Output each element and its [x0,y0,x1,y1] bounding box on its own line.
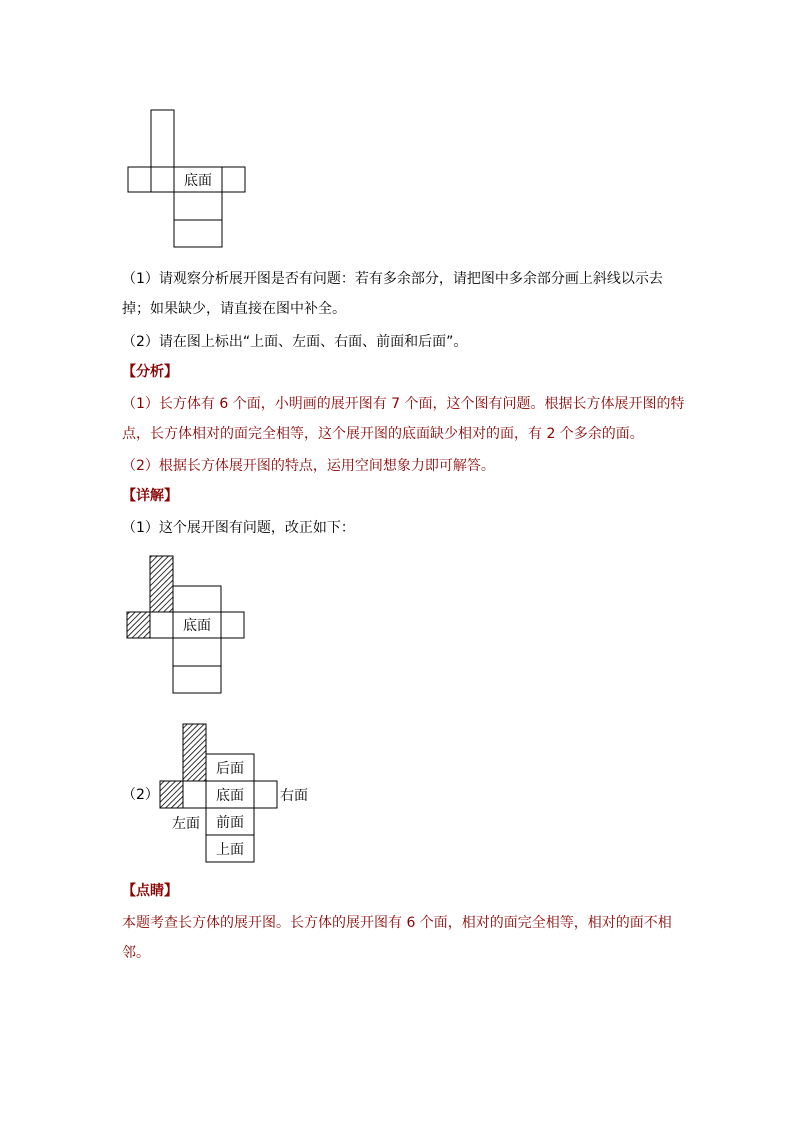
right-face-label: 右面 [280,788,308,804]
net-face-removed [183,724,206,781]
figure3-prefix: （2） [122,787,159,803]
net-face [150,612,173,638]
front-face-label: 前面 [216,815,244,831]
net-face-added [173,586,221,612]
comment-heading: 【点睛】 [122,883,178,899]
net-face [173,638,221,666]
net-face [151,167,174,192]
net-figure-corrected [127,556,244,693]
net-face-left [183,781,206,808]
net-face [222,167,245,192]
bottom-face-label: 底面 [184,173,212,189]
analysis-1-line-1: （1）长方体有 6 个面，小明画的展开图有 7 个面，这个图有问题。根据长方体展开图的特 [122,396,685,412]
question-1-line-2: 掉；如果缺少，请直接在图中补全。 [122,301,346,317]
question-2: （2）请在图上标出“上面、左面、右面、前面和后面”。 [122,334,468,350]
net-face [128,167,151,192]
comment-line-1: 本题考查长方体的展开图。长方体的展开图有 6 个面，相对的面完全相等，相对的面不相 [122,915,672,931]
top-face-label: 上面 [216,842,244,858]
analysis-heading: 【分析】 [122,364,178,380]
net-figure-original [128,110,245,247]
net-face [174,192,222,220]
bottom-face-label: 底面 [216,788,244,804]
net-face [174,220,222,247]
net-face-removed [160,781,183,808]
detail-heading: 【详解】 [122,488,178,504]
analysis-1-line-2: 点，长方体相对的面完全相等，这个展开图的底面缺少相对的面，有 2 个多余的面。 [122,426,644,442]
left-face-label: 左面 [172,816,200,832]
net-face-tall [151,110,174,167]
net-face [173,666,221,693]
net-face [221,612,244,638]
net-face-right [254,781,277,808]
analysis-2: （2）根据长方体展开图的特点，运用空间想象力即可解答。 [122,458,495,474]
comment-line-2: 邻。 [122,945,150,961]
net-face-removed [150,556,173,612]
detail-1: （1）这个展开图有问题，改正如下： [122,520,355,536]
question-1-line-1: （1）请观察分析展开图是否有问题：若有多余部分，请把图中多余部分画上斜线以示去 [122,271,663,287]
bottom-face-label: 底面 [183,618,211,634]
net-face-removed [127,612,150,638]
net-figure-labeled [122,724,308,862]
back-face-label: 后面 [216,761,244,777]
